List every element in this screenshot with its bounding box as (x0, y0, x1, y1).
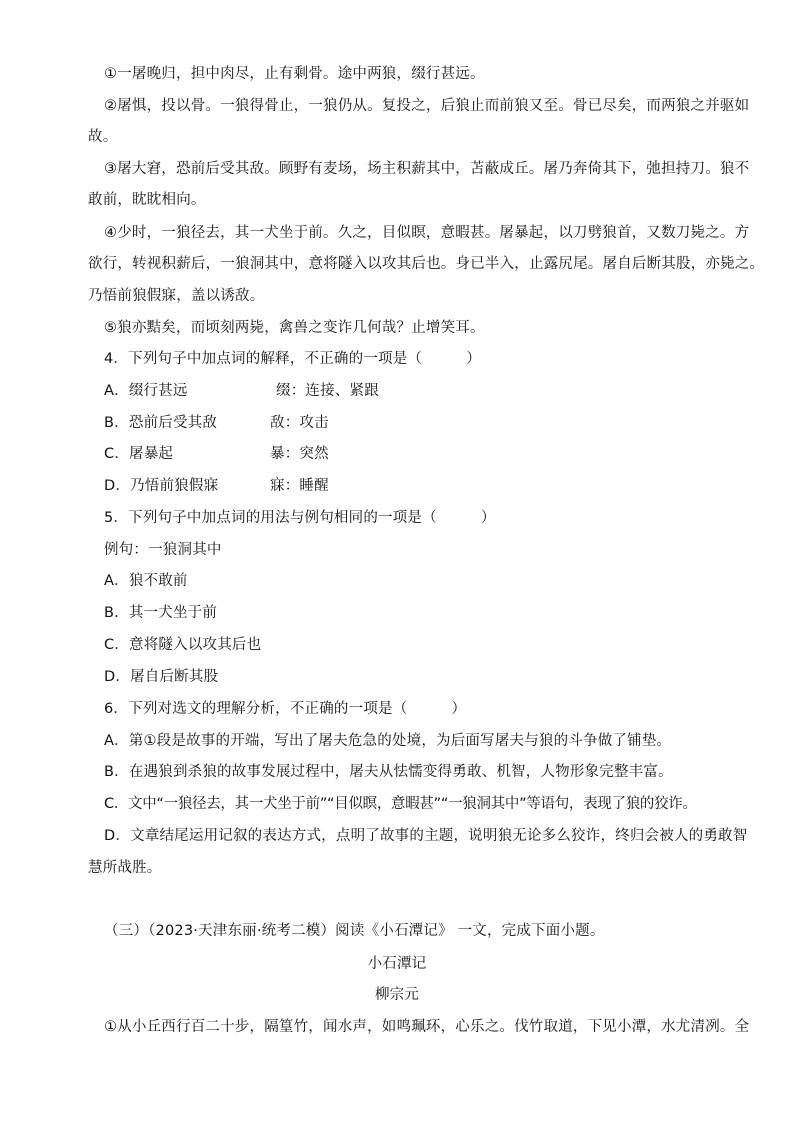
passage-paragraph-4-line-3: 乃悟前狼假寐，盖以诱敌。 (88, 288, 265, 304)
option-b-label: B．恐前后受其敌 (104, 415, 218, 431)
option-d-label: D．乃悟前狼假寐 (104, 478, 219, 494)
question-4-option-c (104, 444, 173, 464)
option-b-gloss: 敌：攻击 (270, 415, 329, 431)
passage-paragraph-4-line-1: ④少时，一狼径去，其一犬坐于前。久之，目似瞑，意暇甚。屠暴起，以刀劈狼首，又数刀毙之。方 (104, 225, 750, 241)
question-5-example: 例句：一狼洞其中 (104, 542, 222, 558)
option-a-label: A．缀行甚远 (104, 383, 188, 399)
passage-paragraph-1: ①一屠晚归，担中肉尽，止有剩骨。途中两狼，缀行甚远。 (104, 66, 485, 82)
passage-paragraph-4-line-2: 欲行，转视积薪后，一狼洞其中，意将隧入以攻其后也。身已半入，止露尻尾。屠自后断其股，亦毙之。 (88, 256, 765, 272)
question-5-stem: 5．下列句子中加点词的用法与例句相同的一项是（ ） (104, 510, 496, 526)
option-c-gloss: 暴：突然 (270, 446, 329, 462)
question-5-option-b: B．其一犬坐于前 (104, 605, 218, 621)
passage-paragraph-2-line-1: ②屠惧，投以骨。一狼得骨止，一狼仍从。复投之，后狼止而前狼又至。骨已尽矣，而两狼之并驱如 (104, 98, 750, 114)
option-d-gloss: 寐：睡醒 (270, 478, 329, 494)
question-6-option-a: A．第①段是故事的开端，写出了屠夫危急的处境，为后面写屠夫与狼的斗争做了铺垫。 (104, 733, 672, 749)
section-3-author: 柳宗元 (374, 987, 420, 1003)
option-a-gloss: 缀：连接、紧跟 (276, 383, 379, 399)
section-3-title: 小石潭记 (367, 956, 427, 972)
question-5-option-d: D．屠自后断其股 (104, 669, 219, 685)
passage-paragraph-3-line-2: 敢前，眈眈相向。 (88, 192, 206, 208)
section-3-paragraph-1: ①从小丘西行百二十步，隔篁竹，闻水声，如鸣珮环，心乐之。伐竹取道，下见小潭，水尤清冽。全 (104, 1019, 750, 1035)
question-6-stem: 6．下列对选文的理解分析，不正确的一项是（ ） (104, 701, 467, 717)
section-3-heading: （三）（2023·天津东丽·统考二模）阅读《小石潭记》 一文，完成下面小题。 (104, 923, 605, 939)
question-6-option-d-line-2: 慧所战胜。 (88, 860, 162, 876)
question-6-option-b: B．在遇狼到杀狼的故事发展过程中，屠夫从怯懦变得勇敢、机智，人物形象完整丰富。 (104, 764, 673, 780)
option-c-label: C．屠暴起 (104, 446, 174, 462)
question-4-option-a (104, 381, 188, 401)
question-5-option-c: C．意将隧入以攻其后也 (104, 637, 262, 653)
passage-paragraph-2-line-2: 故。 (88, 129, 118, 145)
question-6-option-c: C．文中“一狼径去，其一犬坐于前”“目似瞑，意暇甚”“一狼洞其中”等语句，表现了狼的狡诈。 (104, 796, 697, 812)
passage-paragraph-3-line-1: ③屠大窘，恐前后受其敌。顾野有麦场，场主积薪其中，苫蔽成丘。屠乃奔倚其下，弛担持刀。狼不 (104, 161, 750, 177)
question-4-option-b (104, 413, 217, 433)
question-5-option-a: A．狼不敢前 (104, 573, 188, 589)
question-6-option-d-line-1: D．文章结尾运用记叙的表达方式，点明了故事的主题，说明狼无论多么狡诈，终归会被人的勇敢智 (104, 828, 748, 844)
question-4-option-d (104, 476, 218, 496)
passage-paragraph-5: ⑤狼亦黠矣，而顷刻两毙，禽兽之变诈几何哉？止增笑耳。 (104, 320, 485, 336)
question-4-stem: 4．下列句子中加点词的解释，不正确的一项是（ ） (104, 351, 481, 367)
